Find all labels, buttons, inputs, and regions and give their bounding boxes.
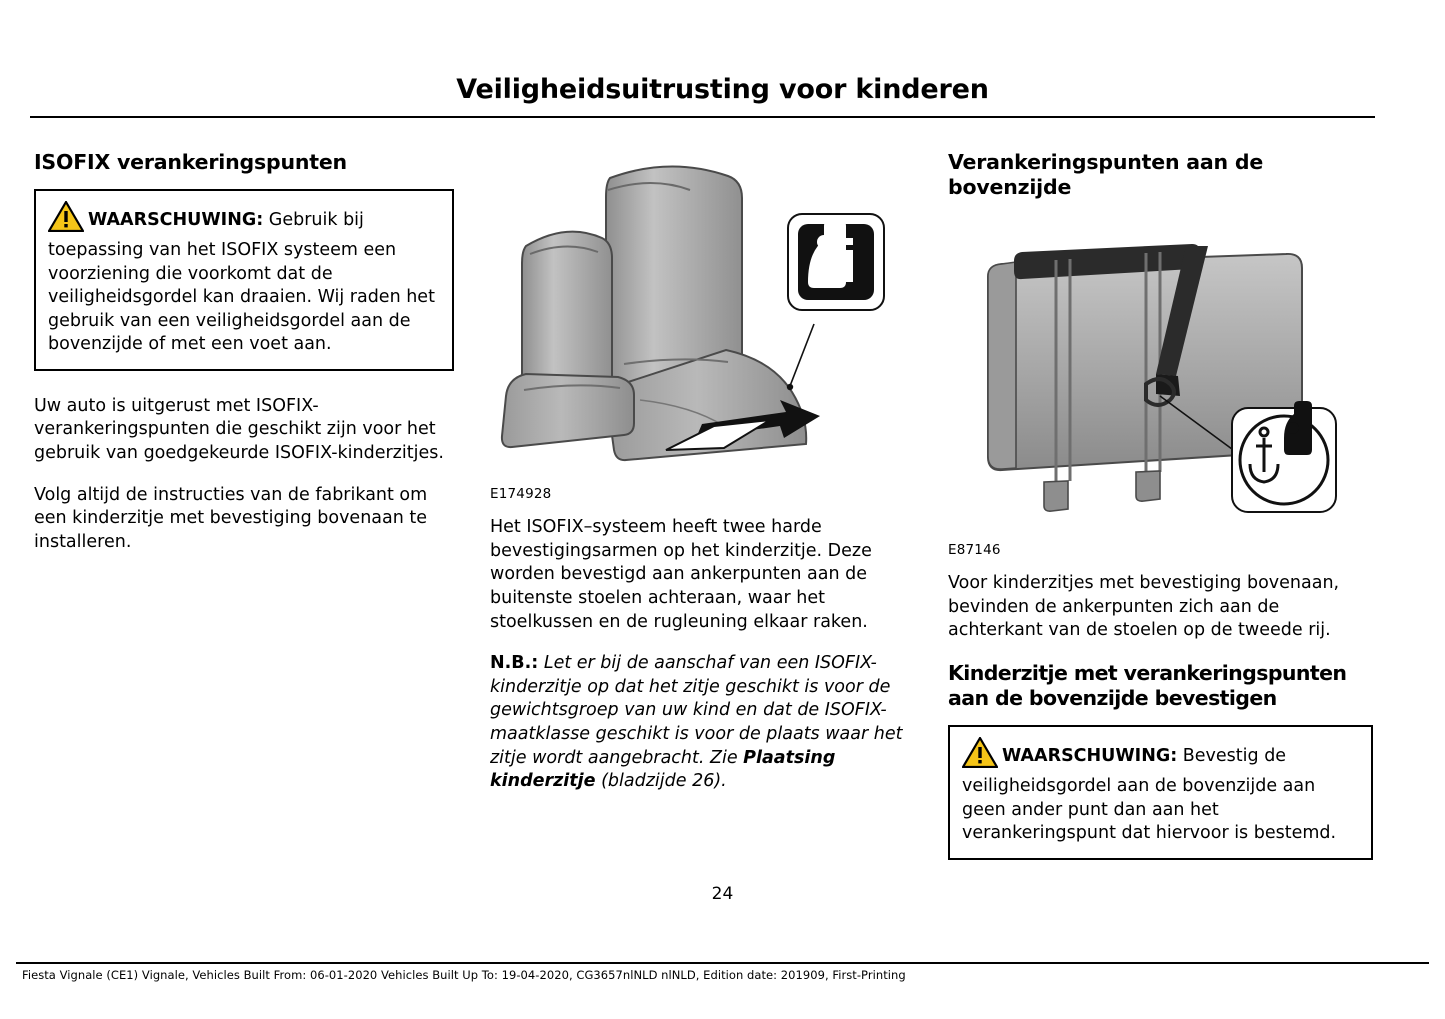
top-tether-symbol-badge <box>1232 401 1336 512</box>
note-label: N.B.: <box>490 653 539 674</box>
section-heading-isofix: ISOFIX verankeringspunten <box>34 150 347 174</box>
isofix-seat-illustration <box>490 150 910 480</box>
section-heading-top-anchorage: Verankeringspunten aan de bovenzijde <box>948 150 1264 199</box>
figure-isofix-seat <box>490 150 910 502</box>
figure-top-tether <box>948 216 1373 558</box>
warning-box-top-tether <box>948 725 1373 860</box>
warning-body-2: Bevestig de veiligheidsgordel aan de bovenzijde aan geen ander punt dan aan het verankeringspunt dat hiervoor is bestemd. <box>962 745 1337 844</box>
paragraph-isofix-system: Het ISOFIX–systeem heeft twee harde bevestigingsarmen op het kinderzitje. Deze worden bevestigd aan ankerpunten aan de buitenste stoelen achteraan, waar het stoelkussen en de rugleuning elkaar raken. <box>490 517 872 632</box>
isofix-symbol-badge <box>788 214 884 310</box>
footer-imprint: Fiesta Vignale (CE1) Vignale, Vehicles Built From: 06-01-2020 Vehicles Built Up To: 19-04-2020, CG3657nlNLD nlNLD, Edition date: 201909, First-Printing <box>22 968 906 982</box>
paragraph-manufacturer-instructions: Volg altijd de instructies van de fabrikant om een kinderzitje met bevestiging bovenaan te installeren. <box>34 484 428 552</box>
page-number: 24 <box>711 884 734 904</box>
warning-box-isofix <box>34 189 454 371</box>
left-column <box>34 150 454 554</box>
note-body-after: (bladzijde 26). <box>595 771 727 792</box>
note-body: Let er bij de aanschaf van een ISOFIX-kinderzitje op dat het zitje geschikt is voor de gewichtsgroep van uw kind en dat de ISOFIX-maatklasse geschikt is voor de plaats waar het zitje wordt aangebracht. Zie <box>490 653 903 768</box>
warning-triangle-icon <box>48 201 84 239</box>
top-tether-anchorage-illustration <box>948 216 1373 536</box>
warning-triangle-icon <box>962 737 998 775</box>
warning-text <box>48 201 440 357</box>
warning-label: WAARSCHUWING: <box>88 210 264 230</box>
figure-code-e174928: E174928 <box>490 486 552 502</box>
footer-divider <box>16 962 1429 964</box>
middle-column <box>490 150 910 794</box>
section-heading-attach-child-seat: Kinderzitje met verankeringspunten aan de bovenzijde bevestigen <box>948 660 1347 710</box>
warning-body: Gebruik bij toepassing van het ISOFIX systeem een voorziening die voorkomt dat de veiligheidsgordel kan draaien. Wij raden het gebruik van een veiligheidsgordel aan de bovenzijde of met een voet aan. <box>48 210 435 355</box>
note-isofix-purchase <box>490 652 910 794</box>
header-divider <box>30 116 1375 118</box>
paragraph-isofix-equipped: Uw auto is uitgerust met ISOFIX-verankeringspunten die geschikt zijn voor het gebruik van goedgekeurde ISOFIX-kinderzitjes. <box>34 395 444 463</box>
paragraph-tether-location: Voor kinderzitjes met bevestiging bovenaan, bevinden de ankerpunten zich aan de achterkant van de stoelen op de tweede rij. <box>948 573 1340 641</box>
right-column <box>948 150 1373 884</box>
page-title: Veiligheidsuitrusting voor kinderen <box>456 74 989 105</box>
figure-code-e87146: E87146 <box>948 542 1001 558</box>
note-cross-reference: Plaatsing kinderzitje <box>490 747 836 792</box>
warning-label-2: WAARSCHUWING: <box>1002 745 1178 766</box>
warning-text-2 <box>962 737 1359 846</box>
